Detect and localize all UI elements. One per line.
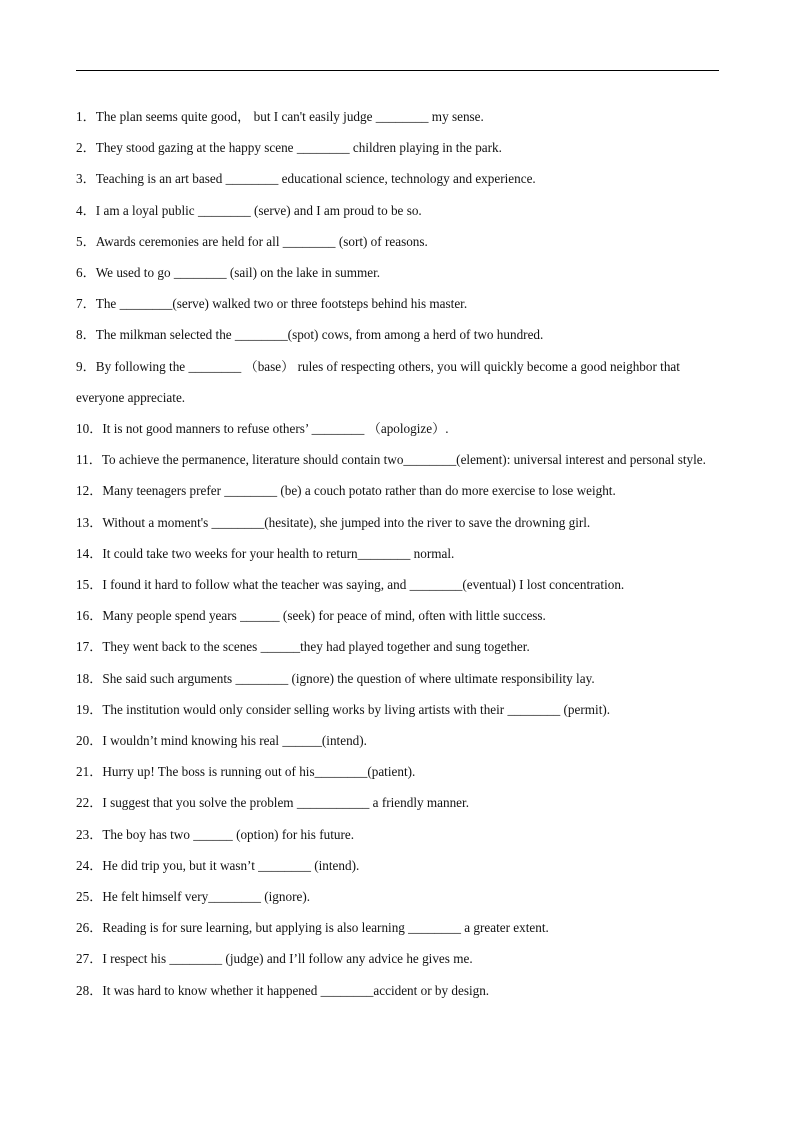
question-text: Many teenagers prefer ________ (be) a couch potato rather than do more exercise to lose weight. [102, 483, 616, 499]
question-text: They stood gazing at the happy scene ________ children playing in the park. [95, 140, 502, 156]
question-item [76, 663, 719, 694]
question-list [76, 101, 719, 1006]
question-text: The institution would only consider selling works by living artists with their ________ (permit). [102, 701, 611, 717]
header-rule [76, 70, 719, 71]
question-number: 3． [76, 171, 96, 187]
question-text: To achieve the permanence, literature should contain two________(element): universal interest and personal style. [101, 452, 706, 468]
question-number: 15． [76, 577, 103, 593]
question-item [76, 600, 719, 631]
question-number: 19． [76, 701, 103, 717]
question-number: 26． [76, 920, 103, 936]
question-item [76, 538, 719, 569]
question-number: 17． [76, 639, 103, 655]
question-text: I wouldn’t mind knowing his real ______(intend). [102, 733, 367, 749]
question-text: Without a moment's ________(hesitate), she jumped into the river to save the drowning girl. [102, 514, 591, 530]
question-item [76, 507, 719, 538]
question-text: I suggest that you solve the problem ___________ a friendly manner. [102, 795, 469, 811]
question-number: 2． [76, 140, 96, 156]
question-number: 5． [76, 233, 96, 249]
question-text: He felt himself very________ (ignore). [102, 889, 311, 905]
question-item [76, 101, 719, 132]
question-number: 25． [76, 889, 103, 905]
question-number: 1． [76, 109, 96, 124]
question-item [76, 351, 719, 413]
question-text: She said such arguments ________ (ignore) the question of where ultimate responsibility lay. [102, 670, 595, 686]
question-text: Teaching is an art based ________ educational science, technology and experience. [95, 171, 536, 187]
question-item [76, 569, 719, 600]
question-text: The milkman selected the ________(spot) cows, from among a herd of two hundred. [95, 327, 544, 343]
question-item [76, 787, 719, 818]
question-item [76, 257, 719, 288]
question-item [76, 288, 719, 319]
question-item [76, 319, 719, 350]
question-number: 16． [76, 608, 103, 624]
question-item [76, 694, 719, 725]
question-number: 6． [76, 265, 96, 281]
question-item [76, 881, 719, 912]
question-item [76, 943, 719, 974]
question-item [76, 912, 719, 943]
question-text: We used to go ________ (sail) on the lake in summer. [95, 265, 381, 281]
question-number: 18． [76, 670, 103, 686]
question-number: 28． [76, 982, 103, 998]
question-number: 22． [76, 795, 103, 811]
question-number: 10． [76, 421, 103, 437]
question-item [76, 631, 719, 662]
question-number: 7． [76, 296, 96, 312]
question-number: 14． [76, 545, 103, 561]
question-text: Many people spend years ______ (seek) for peace of mind, often with little success. [102, 608, 546, 624]
question-number: 24． [76, 857, 103, 873]
question-text: The ________(serve) walked two or three footsteps behind his master. [95, 296, 468, 312]
question-text: Hurry up! The boss is running out of his________(patient). [102, 764, 416, 780]
question-text: The plan seems quite good， but I can't easily judge ________ my sense. [95, 109, 484, 124]
question-number: 9． [76, 358, 96, 374]
question-item [76, 975, 719, 1006]
question-text: He did trip you, but it wasn’t ________ (intend). [102, 857, 360, 873]
question-text: The boy has two ______ (option) for his future. [102, 826, 354, 842]
question-item [76, 132, 719, 163]
question-text: I am a loyal public ________ (serve) and I am proud to be so. [95, 202, 422, 218]
question-text: It is not good manners to refuse others’ ________ （apologize）. [102, 421, 449, 437]
question-text: It was hard to know whether it happened ________accident or by design. [102, 982, 490, 998]
question-item [76, 756, 719, 787]
question-text: They went back to the scenes ______they had played together and sung together. [102, 639, 530, 655]
question-number: 21． [76, 764, 103, 780]
question-item [76, 226, 719, 257]
question-item [76, 475, 719, 506]
question-number: 11． [76, 452, 102, 468]
question-item [76, 195, 719, 226]
question-text: Awards ceremonies are held for all ________ (sort) of reasons. [95, 233, 428, 249]
question-text: Reading is for sure learning, but applying is also learning ________ a greater extent. [102, 920, 549, 936]
question-number: 13． [76, 514, 103, 530]
question-number: 23． [76, 826, 103, 842]
question-text: I found it hard to follow what the teacher was saying, and ________(eventual) I lost concentration. [102, 577, 625, 593]
question-number: 4． [76, 202, 96, 218]
question-text: I respect his ________ (judge) and I’ll follow any advice he gives me. [102, 951, 473, 967]
question-item [76, 163, 719, 194]
question-number: 8． [76, 327, 96, 343]
question-item [76, 819, 719, 850]
question-item [76, 725, 719, 756]
question-number: 20． [76, 733, 103, 749]
question-text: It could take two weeks for your health to return________ normal. [102, 545, 455, 561]
question-item [76, 413, 719, 444]
question-item [76, 444, 719, 475]
question-text: By following the ________ （base） rules of respecting others, you will quickly become a good neighbor that everyone appreciate. [76, 358, 680, 405]
question-item [76, 850, 719, 881]
question-number: 12． [76, 483, 103, 499]
question-number: 27． [76, 951, 103, 967]
